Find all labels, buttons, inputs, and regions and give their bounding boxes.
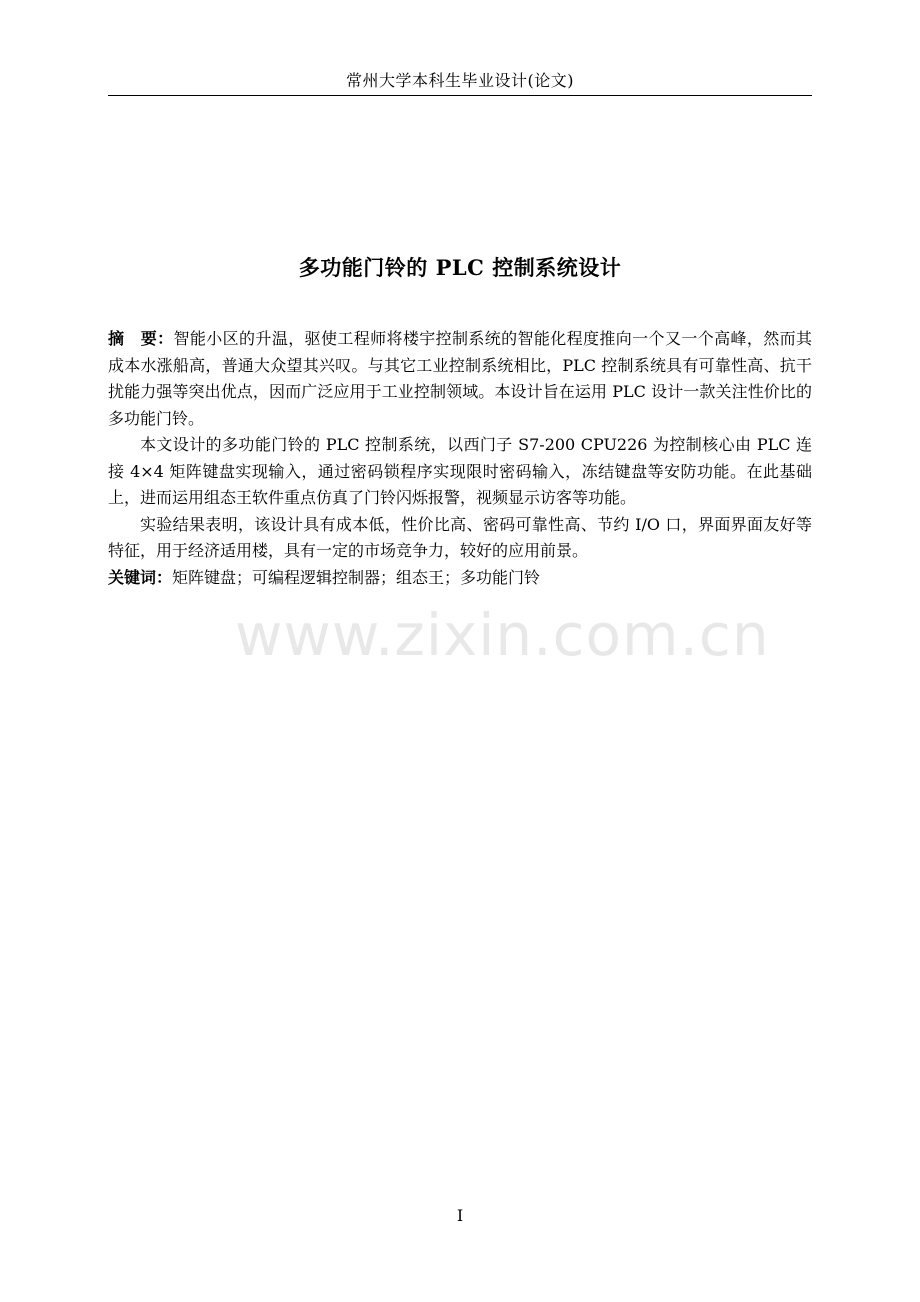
- page-number: I: [456, 1206, 464, 1225]
- abstract-paragraph-1: [108, 326, 812, 432]
- keywords-line: [108, 565, 812, 592]
- abstract-paragraph-3: 实验结果表明，该设计具有成本低，性价比高、密码可靠性高、节约 I/O 口，界面界面友好等特征，用于经济适用楼，具有一定的市场竞争力，较好的应用前景。: [108, 514, 812, 560]
- document-title: 多功能门铃的 PLC 控制系统设计: [298, 255, 622, 280]
- abstract-text-1: 智能小区的升温，驱使工程师将楼宇控制系统的智能化程度推向一个又一个高峰，然而其成本水涨船高，普通大众望其兴叹。与其它工业控制系统相比，PLC 控制系统具有可靠性高、抗干扰能力强等突出优点，因而广泛应用于工业控制领域。本设计旨在运用 PLC 设计一款关注性价比的多功能门铃。: [108, 329, 812, 428]
- watermark: www.zixin.com.cn: [235, 601, 770, 669]
- abstract-paragraph-2: 本文设计的多功能门铃的 PLC 控制系统，以西门子 S7-200 CPU226 为控制核心由 PLC 连接 4×4 矩阵键盘实现输入，通过密码锁程序实现限时密码输入，冻结键盘等安防功能。在此基础上，进而运用组态王软件重点仿真了门铃闪烁报警，视频显示访客等功能。: [108, 435, 812, 507]
- keywords-text: 矩阵键盘；可编程逻辑控制器；组态王；多功能门铃: [172, 567, 541, 587]
- header-rule: [108, 95, 812, 96]
- abstract-section: [108, 326, 812, 591]
- keywords-label: 关键词：: [108, 567, 173, 587]
- abstract-label: 摘 要：: [108, 329, 174, 348]
- running-header: 常州大学本科生毕业设计(论文): [346, 71, 574, 90]
